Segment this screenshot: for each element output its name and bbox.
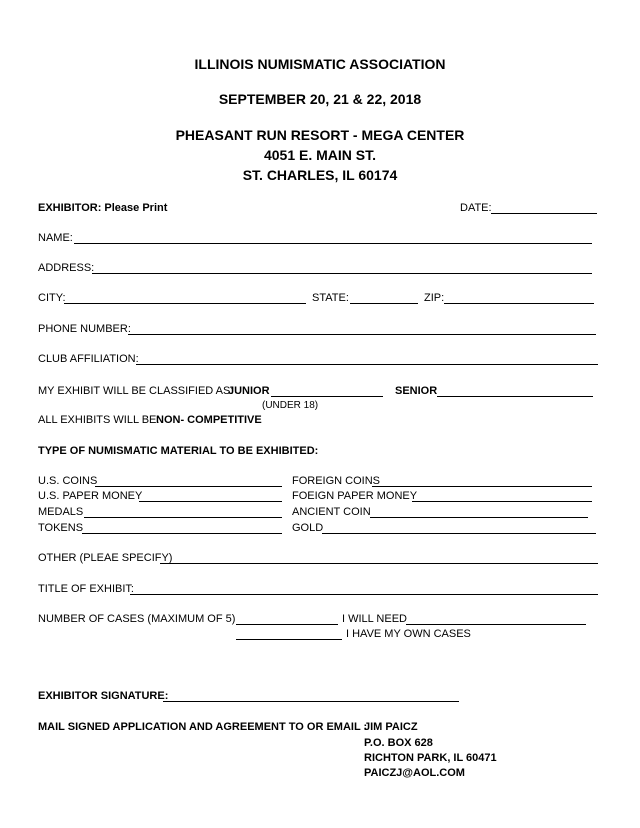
venue-street: 4051 E. MAIN ST. [263,147,377,163]
mail-row [0,721,640,735]
foreign-paper-label: FOEIGN PAPER MONEY [292,490,418,502]
city-row [0,292,640,306]
cases-row [0,613,640,627]
zip-label: ZIP: [424,292,445,304]
non-competitive-label: NON- COMPETITIVE [156,414,262,426]
tokens-label: TOKENS [38,522,84,534]
date-field[interactable] [491,213,597,214]
phone-row [0,323,640,337]
all-exhibits-label: ALL EXHIBITS WILL BE: [38,414,160,426]
venue-city: ST. CHARLES, IL 60174 [242,167,398,183]
material-heading: TYPE OF NUMISMATIC MATERIAL TO BE EXHIBITED: [38,445,319,457]
junior-field[interactable] [271,396,383,397]
state-label: STATE: [312,292,349,304]
senior-label: SENIOR [395,385,438,397]
address-field[interactable] [92,273,592,274]
medals-label: MEDALS [38,506,84,518]
foreign-paper-field[interactable] [412,501,592,502]
club-row [0,353,640,367]
material-row-3 [0,506,640,520]
other-label: OTHER (PLEAE SPECIFY) [38,552,173,564]
exhibitor-label: EXHIBITOR: Please Print [38,202,168,214]
title-label: TITLE OF EXHIBIT: [38,583,134,595]
senior-field[interactable] [437,396,593,397]
contact-city: RICHTON PARK, IL 60471 [364,752,497,764]
other-row [0,552,640,566]
us-paper-label: U.S. PAPER MONEY [38,490,143,502]
cases-field[interactable] [236,624,338,625]
title-field[interactable] [130,594,598,595]
gold-field[interactable] [322,533,596,534]
contact-box-row [0,737,640,751]
ancient-coin-field[interactable] [370,517,588,518]
material-row-4 [0,522,640,536]
medals-field[interactable] [84,517,282,518]
signature-row [0,690,640,704]
foreign-coins-field[interactable] [372,486,592,487]
material-row-1 [0,475,640,489]
exhibitor-row [0,202,640,216]
own-cases-field[interactable] [236,639,342,640]
signature-label: EXHIBITOR SIGNATURE: [38,690,169,702]
us-coins-label: U.S. COINS [38,475,98,487]
classification-row [0,385,640,399]
title-row [0,583,640,597]
zip-field[interactable] [444,303,594,304]
name-label: NAME: [38,232,73,244]
contact-name: JIM PAICZ [364,721,418,733]
club-label: CLUB AFFILIATION: [38,353,139,365]
name-field[interactable] [74,243,592,244]
material-row-2 [0,490,640,504]
address-row [0,262,640,276]
contact-box: P.O. BOX 628 [364,737,433,749]
ancient-coin-label: ANCIENT COIN [292,506,371,518]
contact-email[interactable]: PAICZJ@AOL.COM [364,767,465,779]
venue-name: PHEASANT RUN RESORT - MEGA CENTER [175,127,465,143]
gold-label: GOLD [292,522,324,534]
state-field[interactable] [350,303,418,304]
will-need-label: I WILL NEED [342,613,407,625]
material-heading-row [0,445,640,459]
junior-label: JUNIOR [228,385,270,397]
date-label: DATE: [460,202,492,214]
event-dates: SEPTEMBER 20, 21 & 22, 2018 [218,91,422,107]
own-cases-row [0,628,640,642]
tokens-field[interactable] [82,533,282,534]
signature-field[interactable] [163,701,459,702]
name-row [0,232,640,246]
org-title: ILLINOIS NUMISMATIC ASSOCIATION [194,56,446,72]
mail-instructions: MAIL SIGNED APPLICATION AND AGREEMENT TO OR EMAIL : [38,721,368,733]
all-exhibits-row [0,414,640,428]
contact-email-row [0,767,640,781]
city-label: CITY: [38,292,66,304]
foreign-coins-label: FOREIGN COINS [292,475,381,487]
will-need-field[interactable] [406,624,586,625]
cases-label: NUMBER OF CASES (MAXIMUM OF 5) [38,613,236,625]
club-field[interactable] [136,364,598,365]
classified-label: MY EXHIBIT WILL BE CLASSIFIED AS: [38,385,234,397]
us-coins-field[interactable] [95,486,282,487]
phone-label: PHONE NUMBER: [38,323,131,335]
own-cases-label: I HAVE MY OWN CASES [346,628,471,640]
address-label: ADDRESS: [38,262,95,274]
phone-field[interactable] [128,334,596,335]
contact-city-row [0,752,640,766]
city-field[interactable] [64,303,306,304]
under18-note: (UNDER 18) [262,400,319,411]
other-field[interactable] [160,563,598,564]
us-paper-field[interactable] [139,501,282,502]
